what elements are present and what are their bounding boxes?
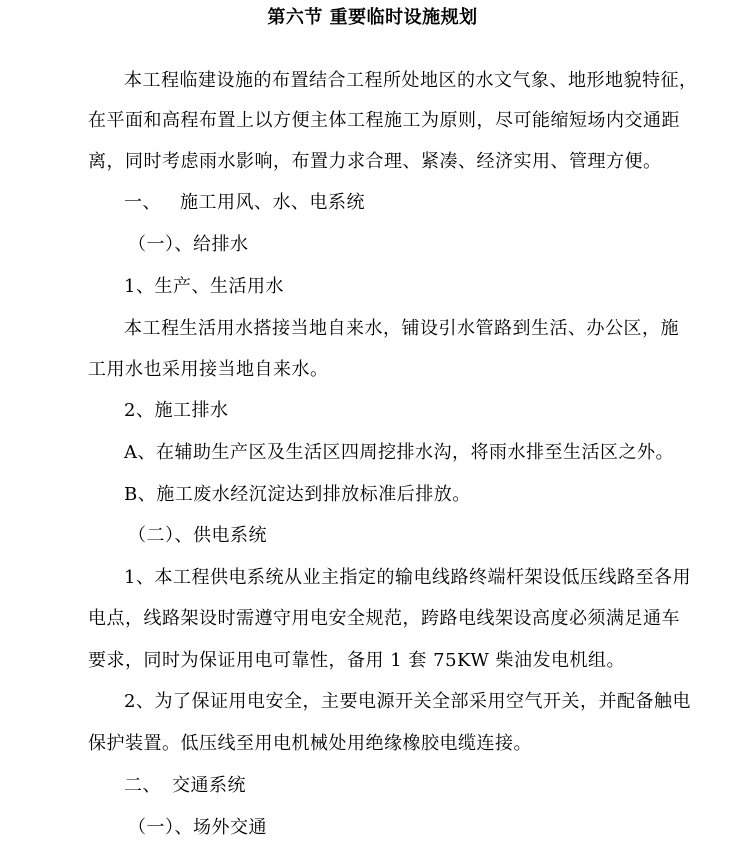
item-production-water: 1、生产、生活用水 bbox=[124, 276, 284, 297]
power2-line-1: 2、为了保证用电安全，主要电源开关全部采用空气开关，并配备触电 bbox=[124, 691, 691, 712]
heading-number: 一、 bbox=[124, 192, 161, 213]
heading-water-power bbox=[124, 191, 365, 215]
item-drainage: 2、施工排水 bbox=[124, 400, 229, 421]
subheading-water-supply: （一）、给排水 bbox=[128, 234, 249, 255]
power1-line-2: 电点，线路架设时需遵守用电安全规范，跨路电线架设高度必须满足通车 bbox=[88, 608, 680, 629]
power1-line-3: 要求，同时为保证用电可靠性，备用 1 套 75KW 柴油发电机组。 bbox=[88, 650, 626, 671]
heading-label: 交通系统 bbox=[172, 775, 246, 796]
heading-label: 施工用风、水、电系统 bbox=[180, 192, 365, 213]
intro-line-1: 本工程临建设施的布置结合工程所处地区的水文气象、地形地貌特征， bbox=[124, 70, 698, 91]
heading-traffic bbox=[124, 774, 246, 798]
intro-line-2: 在平面和高程布置上以方便主体工程施工为原则，尽可能缩短场内交通距 bbox=[88, 110, 680, 131]
subheading-power-supply: （二）、供电系统 bbox=[128, 525, 267, 546]
intro-line-3: 离，同时考虑雨水影响，布置力求合理、紧凑、经济实用、管理方便。 bbox=[88, 151, 662, 172]
heading-number: 二、 bbox=[124, 775, 161, 796]
power1-line-1: 1、本工程供电系统从业主指定的输电线路终端杆架设低压线路至各用 bbox=[124, 567, 691, 588]
item1-text-line-2: 工用水也采用接当地自来水。 bbox=[88, 359, 329, 380]
subheading-external-traffic: （一）、场外交通 bbox=[128, 817, 267, 838]
section-title: 第六节 重要临时设施规划 bbox=[267, 7, 478, 28]
drainage-point-a: A、在辅助生产区及生活区四周挖排水沟，将雨水排至生活区之外。 bbox=[124, 442, 674, 463]
item1-text-line-1: 本工程生活用水搭接当地自来水，铺设引水管路到生活、办公区，施 bbox=[124, 318, 679, 339]
drainage-point-b: B、施工废水经沉淀达到排放标准后排放。 bbox=[124, 484, 471, 505]
power2-line-2: 保护装置。低压线至用电机械处用绝缘橡胶电缆连接。 bbox=[88, 733, 532, 754]
